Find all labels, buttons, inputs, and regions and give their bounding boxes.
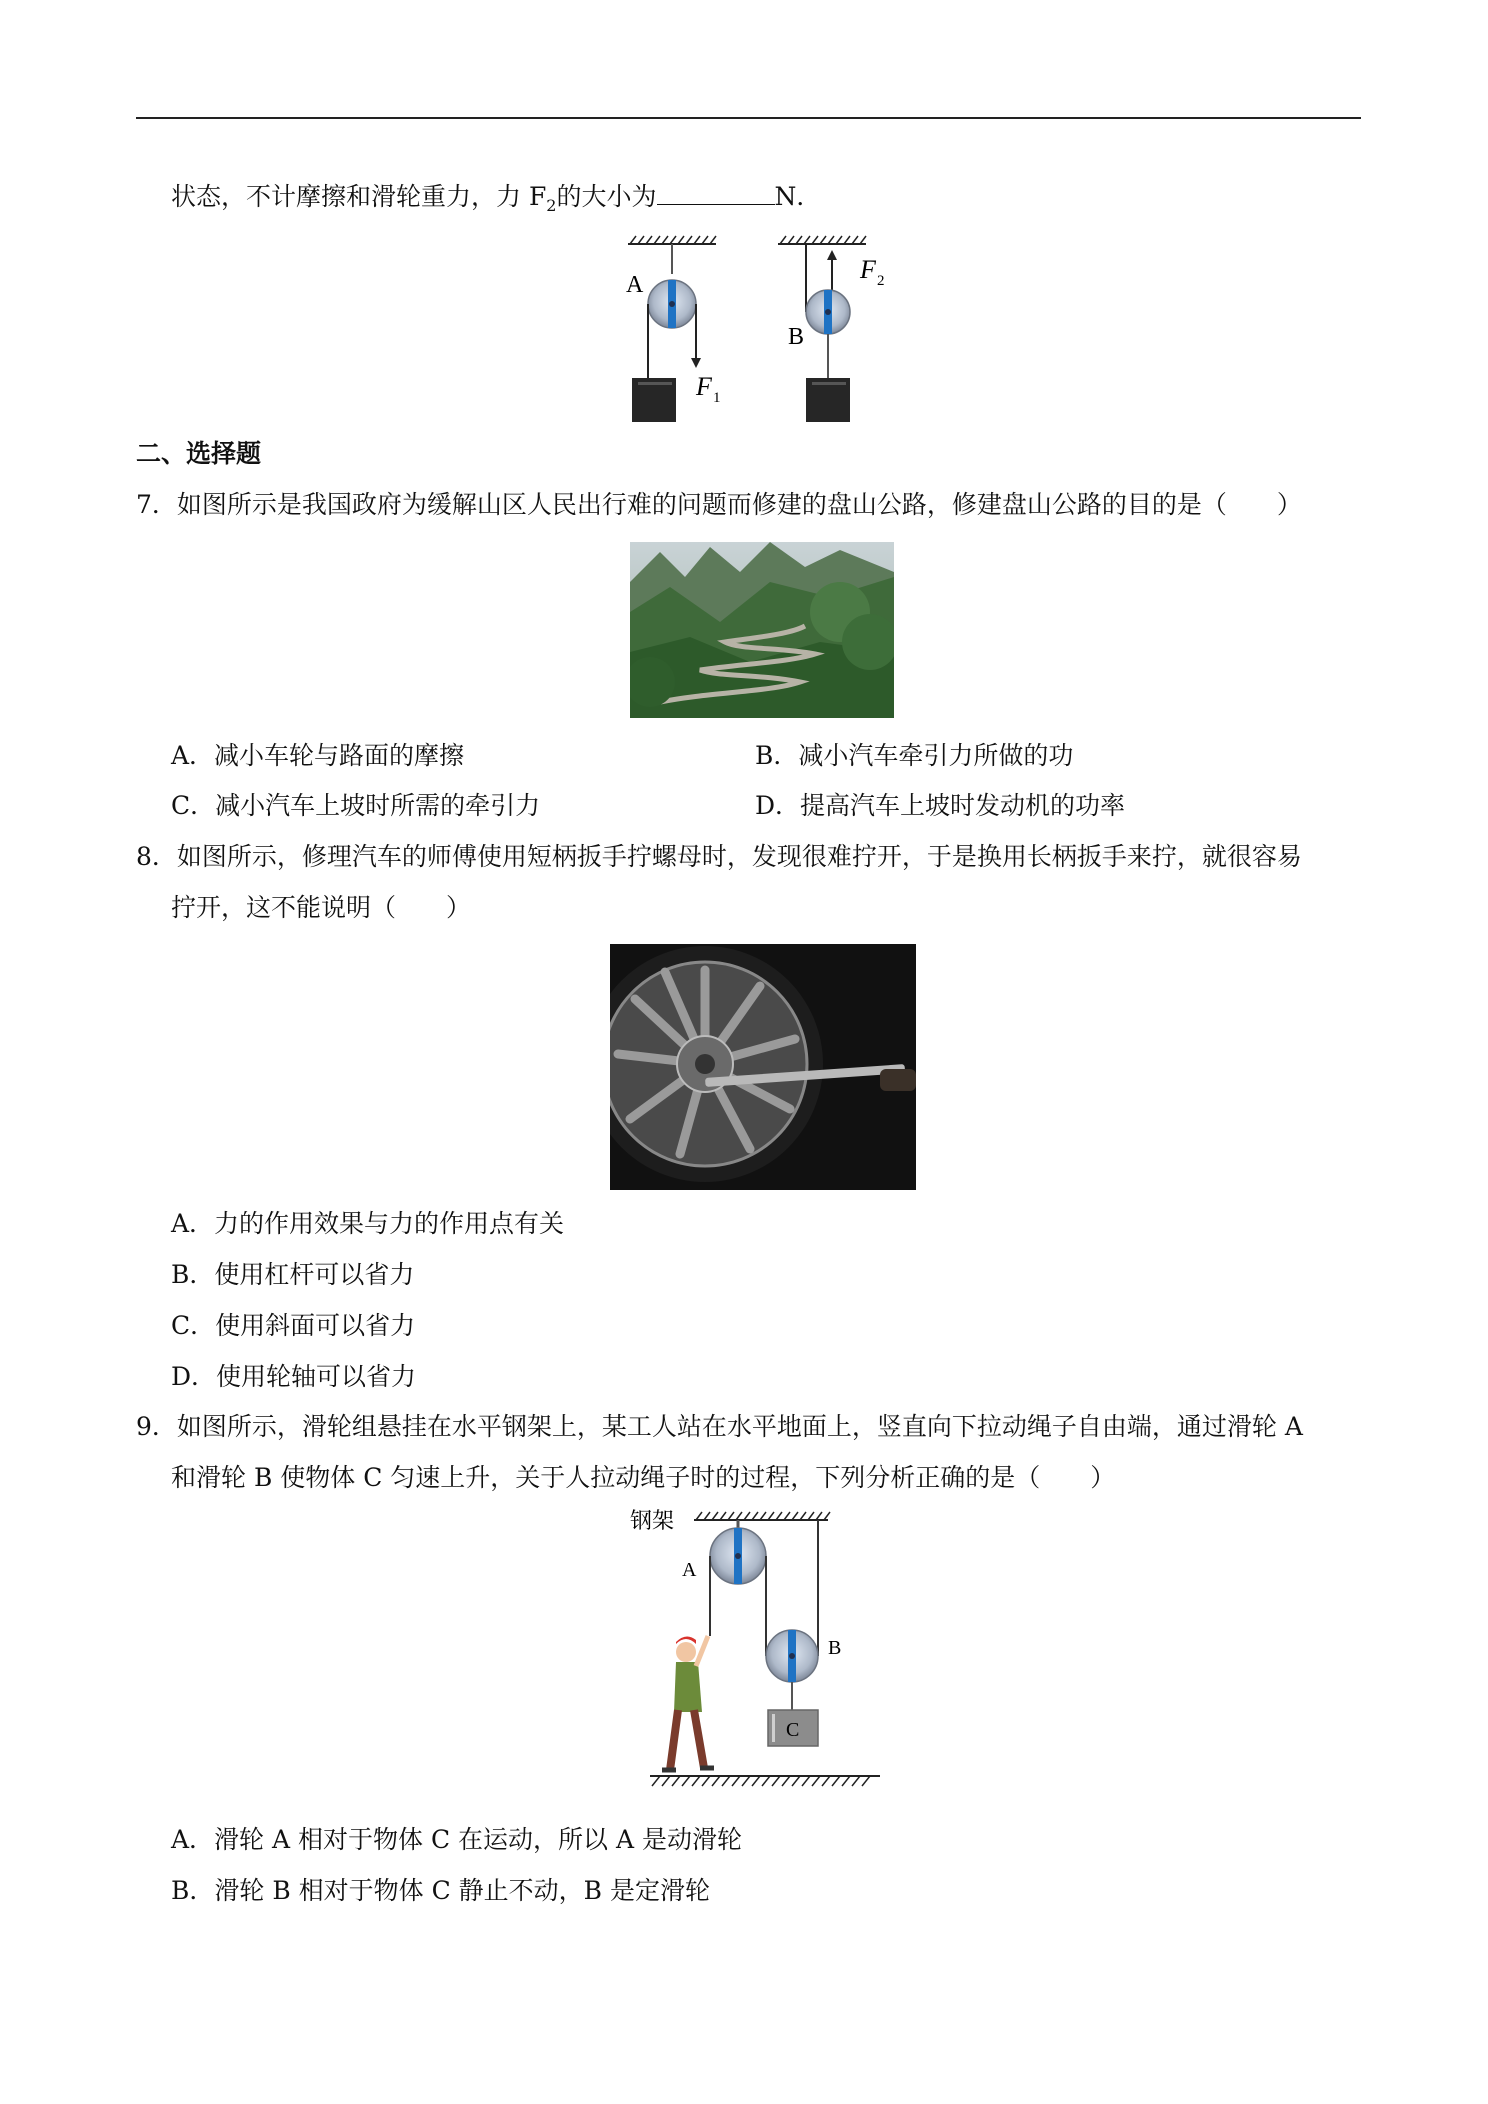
label-f1: F xyxy=(696,372,712,401)
ceiling-right xyxy=(778,236,866,244)
pulley-system-figure xyxy=(630,1504,890,1804)
answer-blank[interactable] xyxy=(657,178,775,205)
q9-option-b: B．滑轮 B 相对于物体 C 静止不动，B 是定滑轮 xyxy=(171,1876,710,1905)
q9-stem-line1: 9．如图所示，滑轮组悬挂在水平钢架上，某工人站在水平地面上，竖直向下拉动绳子自由端，通过滑轮 A xyxy=(136,1412,1303,1441)
q6-text-post: N． xyxy=(774,182,822,211)
label-pulley-b: B xyxy=(828,1637,842,1659)
label-f1-sub: 1 xyxy=(713,390,721,406)
q7-stem: 7．如图所示是我国政府为缓解山区人民出行难的问题而修建的盘山公路，修建盘山公路的目的是（ ） xyxy=(136,490,1302,519)
q8-option-d: D．使用轮轴可以省力 xyxy=(171,1362,417,1391)
q6-text-pre: 状态，不计摩擦和滑轮重力，力 F xyxy=(171,182,547,211)
label-a: A xyxy=(626,272,644,298)
mountain-road-photo xyxy=(630,542,894,718)
q6-subscript: 2 xyxy=(546,196,557,215)
section-title: 二、选择题 xyxy=(136,439,262,468)
label-f2: F xyxy=(860,255,876,284)
q6-text-mid: 的大小为 xyxy=(556,182,657,211)
q8-option-a: A．力的作用效果与力的作用点有关 xyxy=(171,1209,565,1238)
q7-option-c: C．减小汽车上坡时所需的牵引力 xyxy=(171,791,541,820)
label-b: B xyxy=(788,324,805,350)
worker-figure xyxy=(662,1636,714,1770)
q9-stem-line2: 和滑轮 B 使物体 C 匀速上升，关于人拉动绳子时的过程，下列分析正确的是（ ） xyxy=(171,1463,1116,1492)
q6-tail-line xyxy=(171,178,821,223)
q8-option-b: B．使用杠杆可以省力 xyxy=(171,1260,415,1289)
label-f2-sub: 2 xyxy=(877,273,885,289)
steel-frame xyxy=(694,1512,830,1520)
label-object-c: C xyxy=(786,1719,800,1741)
q8-option-c: C．使用斜面可以省力 xyxy=(171,1311,416,1340)
q8-stem-line1: 8．如图所示，修理汽车的师傅使用短柄扳手拧螺母时，发现很难拧开，于是换用长柄扳手来拧，就很容易 xyxy=(136,842,1302,871)
pulley-figure xyxy=(620,230,920,426)
q7-option-d: D．提高汽车上坡时发动机的功率 xyxy=(755,791,1126,820)
wrench-wheel-photo xyxy=(610,944,916,1190)
ceiling-left xyxy=(628,236,716,244)
q9-option-a: A．滑轮 A 相对于物体 C 在运动，所以 A 是动滑轮 xyxy=(171,1825,742,1854)
q7-option-a: A．减小车轮与路面的摩擦 xyxy=(171,741,465,770)
header-rule xyxy=(136,117,1361,119)
label-pulley-a: A xyxy=(682,1559,697,1581)
label-steel-frame: 钢架 xyxy=(630,1509,675,1534)
q8-stem-line2: 拧开，这不能说明（ ） xyxy=(171,893,472,922)
q7-option-b: B．减小汽车牵引力所做的功 xyxy=(755,741,1074,770)
ground xyxy=(650,1776,880,1786)
